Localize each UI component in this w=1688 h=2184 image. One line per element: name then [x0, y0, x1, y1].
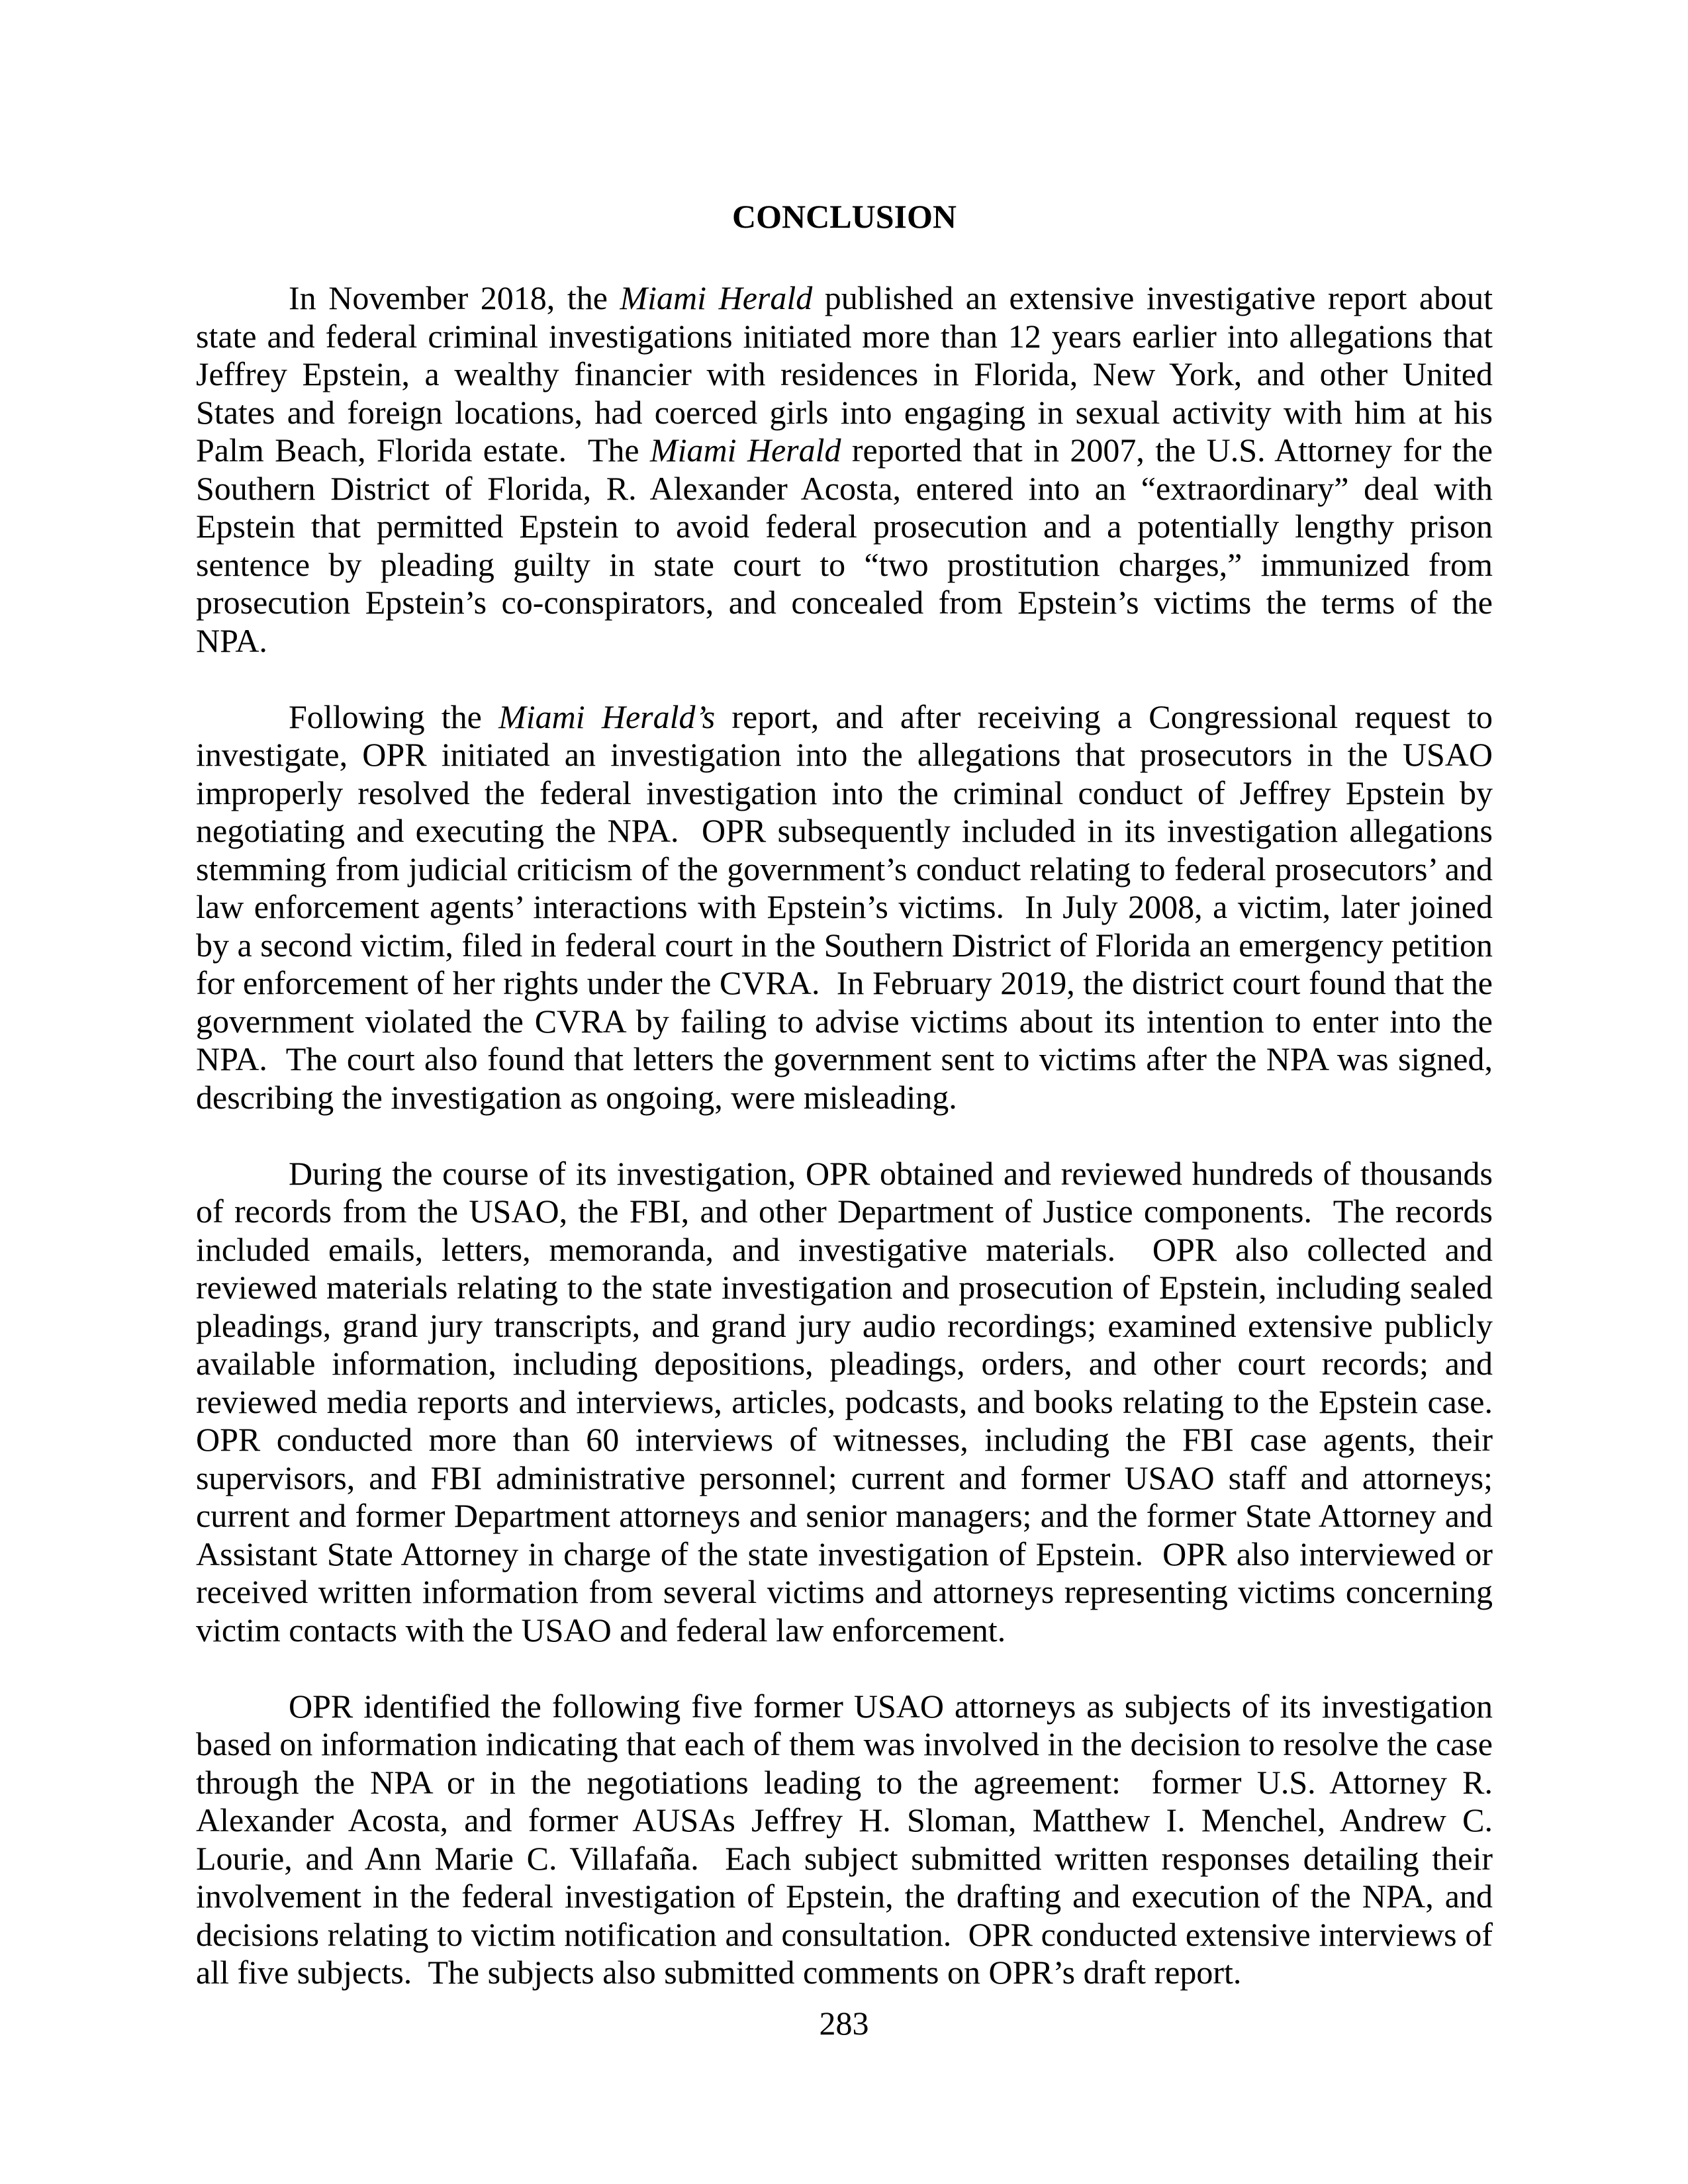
text-run: reported that in 2007, the U.S. Attorney for the Southern District of Florida, R. Alexander Acosta, entered into an “extraordinary” deal with Epstein that permitted Epstein to avoid federal prosecution and a potentially lengthy prison sentence by pleading guilty in state court to “two prostitution charges,” immunized from prosecution Epstein’s co-conspirators, and concealed from Epstein’s victims the terms of the NPA. — [196, 432, 1501, 659]
text-run: OPR identified the following five former USAO attorneys as subjects of its investigation based on information indicating that each of them was involved in the decision to resolve the case through the NPA or in the negotiations leading to the agreement: former U.S. Attorney R. Alexander Acosta, and former AUSAs Jeffrey H. Sloman, Matthew I. Menchel, Andrew C. Lourie, and Ann Marie C. Villafaña. Each subject submitted written responses detailing their involvement in the federal investigation of Epstein, the drafting and execution of the NPA, and decisions relating to victim notification and consultation. OPR conducted extensive interviews of all five subjects. The subjects also submitted comments on OPR’s draft report. — [196, 1687, 1501, 1991]
paragraph — [196, 698, 1501, 1117]
paragraph — [196, 1154, 1509, 1650]
italic-text-run: Miami Herald — [649, 432, 841, 469]
page-number: 283 — [819, 2005, 869, 2042]
paragraph — [196, 1687, 1501, 1992]
paragraph — [196, 279, 1501, 660]
body-text — [196, 279, 1509, 1992]
text-run: In November 2018, the — [289, 279, 620, 316]
italic-text-run: Miami Herald’s — [498, 698, 716, 735]
italic-text-run: Miami Herald — [620, 279, 813, 316]
text-run: published an extensive investigative report about state and federal criminal investigations initiated more than 12 years earlier into allegations that Jeffrey Epstein, a wealthy financier with residences in Florida, New York, and other United States and foreign locations, had coerced girls into engaging in sexual activity with him at his Palm Beach, Florida estate. The — [196, 279, 1501, 469]
section-title: CONCLUSION — [732, 198, 957, 235]
text-run: Following the — [289, 698, 499, 735]
text-run: During the course of its investigation, OPR obtained and reviewed hundreds of thousands of records from the USAO, the FBI, and other Department of Justice components. The records included emails, letters, memoranda, and investigative materials. OPR also collected and reviewed materials relating to the state investigation and prosecution of Epstein, including sealed pleadings, grand jury transcripts, and grand jury audio recordings; examined extensive publicly available information, including depositions, pleadings, orders, and other court records; and reviewed media reports and interviews, articles, podcasts, and books relating to the Epstein case. OPR conducted more than 60 interviews of witnesses, including the FBI case agents, their supervisors, and FBI administrative personnel; current and former USAO staff and attorneys; current and former Department attorneys and senior managers; and the former State Attorney and Assistant State Attorney in charge of the state investigation of Epstein. OPR also interviewed or received written information from several victims and attorneys representing victims concerning victim contacts with the USAO and federal law enforcement. — [196, 1154, 1509, 1649]
text-run: report, and after receiving a Congressional request to investigate, OPR initiated an investigation into the allegations that prosecutors in the USAO improperly resolved the federal investigation into the criminal conduct of Jeffrey Epstein by negotiating and executing the NPA. OPR subsequently included in its investigation allegations stemming from judicial criticism of the government’s conduct relating to federal prosecutors’ and law enforcement agents’ interactions with Epstein’s victims. In July 2008, a victim, later joined by a second victim, filed in federal court in the Southern District of Florida an emergency petition for enforcement of her rights under the CVRA. In February 2019, the district court found that the government violated the CVRA by failing to advise victims about its intention to enter into the NPA. The court also found that letters the government sent to victims after the NPA was signed, describing the investigation as ongoing, were misleading. — [196, 698, 1501, 1116]
